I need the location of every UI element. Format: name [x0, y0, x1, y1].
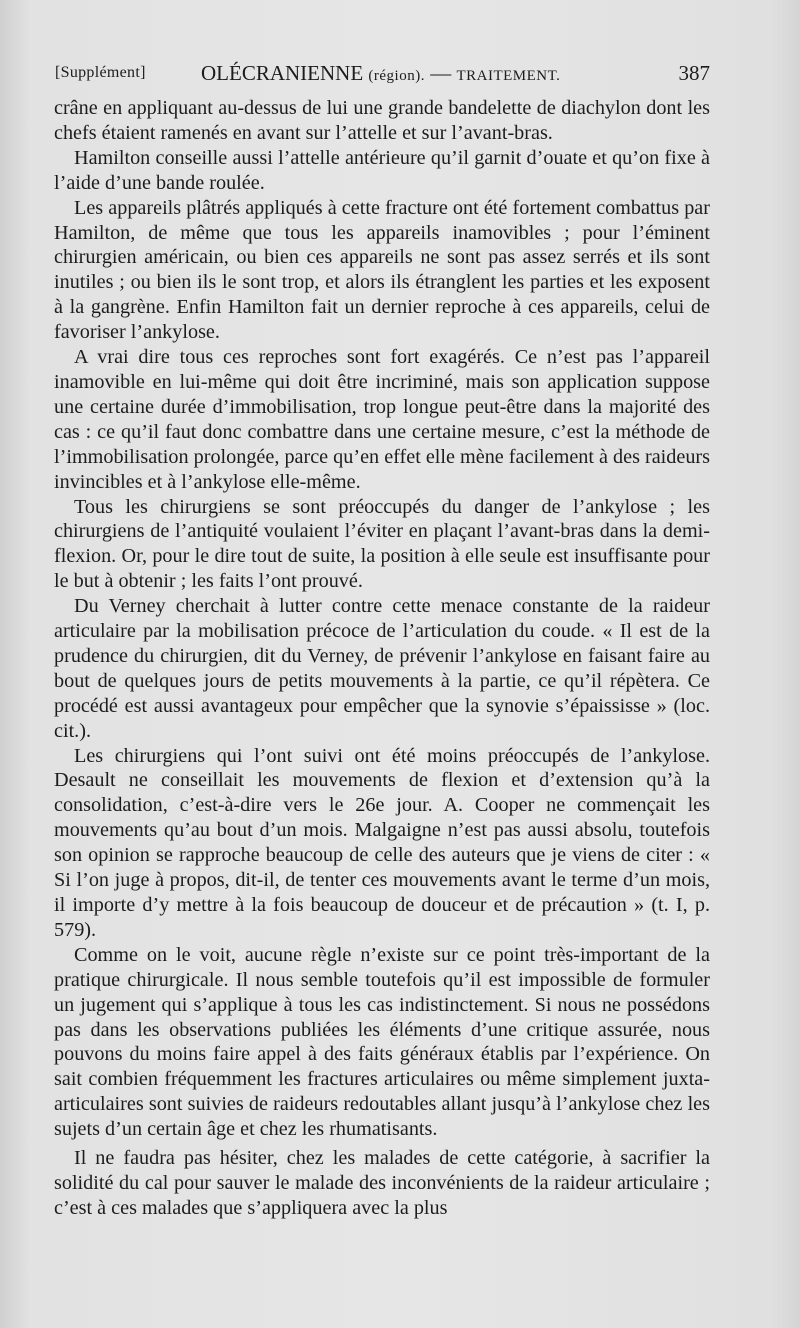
main-text	[54, 96, 710, 1221]
header-dash: —	[430, 61, 452, 85]
paragraph: Il ne faudra pas hésiter, chez les malades de cette catégorie, à sacrifier la solidité du cal pour sauver le malade des inconvénients de la raideur articulaire ; c’est à ces malades que s’appliquera avec la plus	[54, 1147, 710, 1219]
header-subtitle: TRAITEMENT.	[456, 68, 561, 84]
paragraph: A vrai dire tous ces reproches sont fort exagérés. Ce n’est pas l’appareil inamovible en lui-même qui doit être incriminé, mais son application suppose une certaine durée d’immobilisation, trop longue peut-être dans la majorité des cas : ce qu’il faut donc combattre dans une certaine mesure, c’est la méthode de l’immobilisation prolongée, parce qu’en effet elle mène facilement à des raideurs invincibles et à l’ankylose elle-même.	[54, 346, 711, 493]
paragraph: Du Verney cherchait à lutter contre cette menace constante de la raideur articulaire par la mobilisation précoce de l’articulation du coude. « Il est de la prudence du chirurgien, dit du Verney, de prévenir l’ankylose en faisant faire au bout de quelques jours de petits mouvements à la partie, ce qu’il répètera. Ce procédé est aussi avantageux pour empêcher que la synovie s’épaississe » (loc. cit.).	[54, 595, 710, 742]
running-header	[55, 58, 710, 88]
header-region: (région).	[368, 68, 425, 84]
paragraph: Hamilton conseille aussi l’attelle antérieure qu’il garnit d’ouate et qu’on fixe à l’aide d’une bande roulée.	[54, 146, 710, 194]
paragraph: Les chirurgiens qui l’ont suivi ont été moins préoccupés de l’ankylose. Desault ne conseillait les mouvements de flexion et d’extension qu’à la consolidation, c’est-à-dire vers le 26e jour. A. Cooper ne commençait les mouvements qu’au bout d’un mois. Malgaigne n’est pas aussi absolu, toutefois son opinion se rapproche beaucoup de celle des auteurs que je viens de citer : « Si l’on juge à propos, dit-il, de tenter ces mouvements avant le terme d’un mois, il importe d’y mettre à la fois beaucoup de douceur et de précaution » (t. I, p. 579).	[54, 744, 710, 941]
header-title-group	[201, 58, 560, 91]
page-number: 387	[678, 61, 710, 85]
paragraph: Les appareils plâtrés appliqués à cette fracture ont été fortement combattus par Hamilton, de même que tous les appareils inamovibles ; pour l’éminent chirurgien américain, ou bien ces appareils ne sont pas assez serrés et ils sont inutiles ; ou bien ils le sont trop, et alors ils étranglent les parties et les exposent à la gangrène. Enfin Hamilton fait un dernier reproche à ces appareils, celui de favoriser l’ankylose.	[54, 196, 710, 344]
header-title: OLÉCRANIENNE	[201, 61, 364, 85]
paragraph: Tous les chirurgiens se sont préoccupés du danger de l’ankylose ; les chirurgiens de l’antiquité voulaient l’éviter en plaçant l’avant-bras dans la demi-flexion. Or, pour le dire tout de suite, la position à elle seule est insuffisante pour le but à obtenir ; les faits l’ont prouvé.	[54, 495, 710, 593]
paragraph: crâne en appliquant au-dessus de lui une grande bandelette de diachylon dont les chefs étaient ramenés en avant sur l’attelle et sur l’avant-bras.	[54, 97, 710, 144]
header-section: [Supplément]	[55, 64, 146, 81]
paragraph: Comme on le voit, aucune règle n’existe sur ce point très-important de la pratique chirurgicale. Il nous semble toutefois qu’il est impossible de formuler un jugement qui s’applique à tous les cas indistinctement. Si nous ne possédons pas dans les observations publiées les éléments d’une critique assurée, nous pouvons du moins faire appel à des faits généraux établis par l’expérience. On sait combien fréquemment les fractures articulaires ou même simplement juxta-articulaires sont suivies de raideurs redoutables allant jusqu’à l’ankylose chez les sujets d’un certain âge et chez les rhumatisants.	[54, 943, 710, 1141]
